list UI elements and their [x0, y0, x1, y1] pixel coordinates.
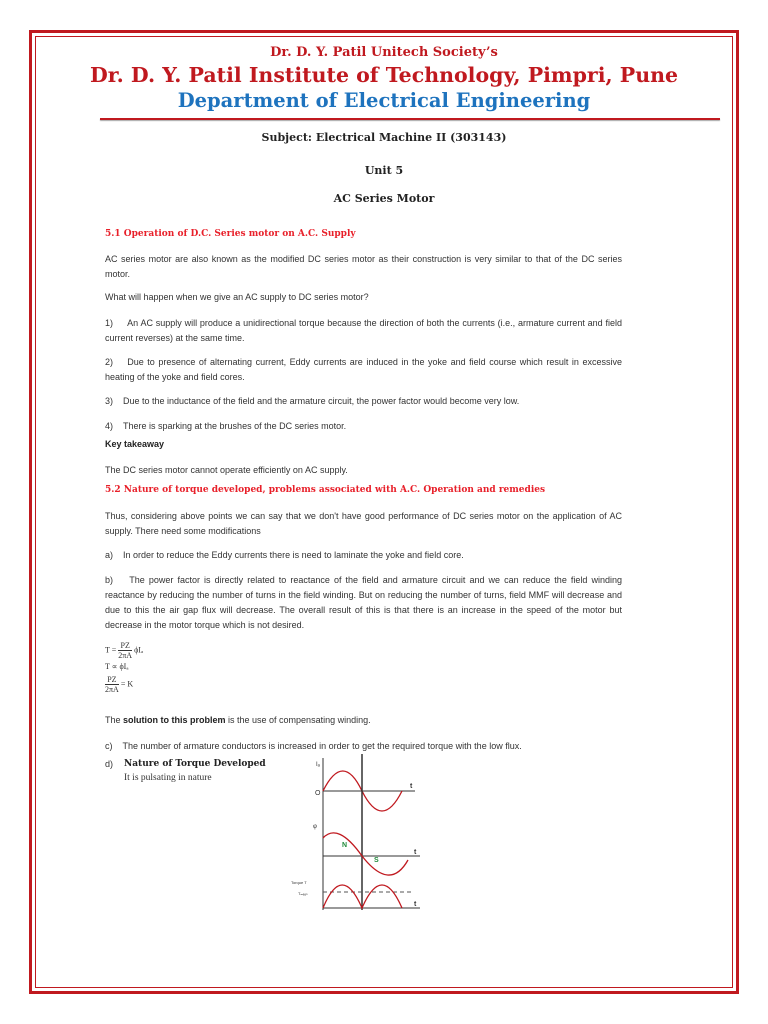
point-d-label: d) [105, 759, 114, 769]
unit-line: Unit 5 [364, 164, 404, 177]
section1-point-1: 1) An AC supply will produce a unidirectional torque because the direction of both the currents (i.e., armature current and field current reverses) at the same time. [105, 318, 622, 343]
subject-line: Subject: Electrical Machine II (303143) [261, 131, 507, 144]
solution-line [105, 713, 622, 728]
section1-point-4: 4) There is sparking at the brushes of the DC series motor. [105, 421, 347, 431]
formula-2: T ∝ ϕIₐ [105, 662, 129, 671]
torque-waveform-diagram [280, 754, 440, 914]
formula-3-numerator: PZ [105, 675, 119, 685]
s-label: S [374, 857, 379, 864]
formula-1-numerator: PZ [118, 641, 132, 651]
torque-formula [105, 641, 195, 694]
tmean-label: Tₘₑₐₙ [298, 891, 308, 896]
key-takeaway-text: The DC series motor cannot operate efficiently on AC supply. [105, 465, 348, 475]
society-name: Dr. D. Y. Patil Unitech Society’s [270, 45, 498, 60]
point-d-text: It is pulsating in nature [124, 773, 212, 783]
formula-3-denominator: 2πA [105, 685, 119, 694]
header-divider [100, 118, 720, 120]
solution-pre: The [105, 715, 124, 725]
torque-label: Torque T [291, 880, 307, 885]
flux-wave [323, 833, 408, 875]
section1-point-2: 2) Due to presence of alternating current, Eddy currents are induced in the yoke and field course which result in excessive heating of the yoke and field cores. [105, 357, 622, 382]
formula-3-rhs: = K [120, 679, 134, 689]
institute-name: Dr. D. Y. Patil Institute of Technology, Pimpri, Pune [89, 63, 679, 87]
origin-label: O [315, 790, 321, 797]
section2-intro: Thus, considering above points we can say that we don't have good performance of DC series motor on the application of AC supply. There need some modifications [105, 511, 622, 536]
section1-intro: AC series motor are also known as the modified DC series motor as their construction is very similar to that of the DC series motor. [105, 254, 622, 279]
solution-bold: solution to this problem [123, 715, 226, 725]
topic-title: AC Series Motor [333, 192, 435, 205]
section2-point-a: a) In order to reduce the Eddy currents there is need to laminate the yoke and field core. [105, 550, 464, 560]
formula-1-rhs: ϕIₐ [134, 645, 144, 655]
section2-point-c: c) The number of armature conductors is increased in order to get the required torque with the low flux. [105, 741, 522, 751]
t-label-3: t [414, 901, 417, 908]
section-heading-5-1: 5.1 Operation of D.C. Series motor on A.C. Supply [105, 229, 356, 239]
n-label: N [342, 842, 348, 849]
t-label-1: t [410, 783, 413, 790]
current-label: Iₐ [316, 762, 320, 768]
formula-1-lhs: T = [105, 645, 117, 655]
key-takeaway-label: Key takeaway [105, 439, 165, 449]
phi-label: φ [313, 824, 317, 830]
point-d-title: Nature of Torque Developed [124, 759, 266, 769]
solution-post: is the use of compensating winding. [225, 715, 371, 725]
section1-question: What will happen when we give an AC supply to DC series motor? [105, 292, 369, 302]
section2-point-b: b) The power factor is directly related to reactance of the field and armature circuit and we can reduce the field winding reactance by reducing the number of turns in the field winding. But on reducing the number of turns, field MMF will decrease and due to this the air gap flux will decrease. The overall result of this is that there is an increase in the speed of the motor but decrease in the motor torque which is not desired. [105, 575, 622, 630]
department-name: Department of Electrical Engineering [177, 89, 591, 112]
formula-1-denominator: 2πA [118, 651, 133, 660]
t-label-2: t [414, 849, 417, 856]
section1-point-3: 3) Due to the inductance of the field and the armature circuit, the power factor would become very low. [105, 396, 520, 406]
section-heading-5-2: 5.2 Nature of torque developed, problems associated with A.C. Operation and remedies [105, 485, 546, 495]
